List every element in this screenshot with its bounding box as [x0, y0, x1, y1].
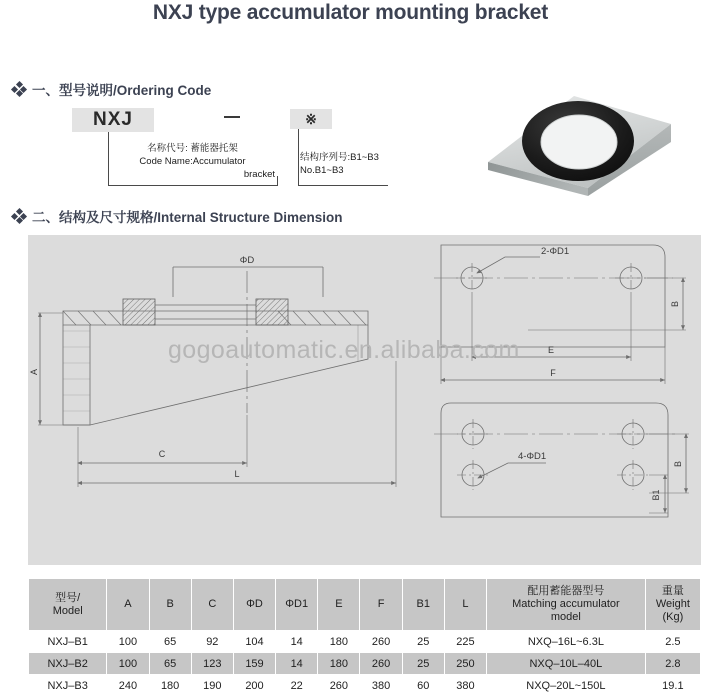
table-row	[29, 653, 701, 675]
cell-phi-d1: 14	[276, 653, 318, 675]
cell-f: 380	[360, 675, 402, 697]
th-acc-en2: model	[550, 611, 581, 623]
technical-drawing-panel	[28, 235, 701, 565]
section-2-label: 二、结构及尺寸规格/Internal Structure Dimension	[32, 210, 343, 225]
th-c: C	[191, 579, 233, 631]
cell-accumulator: NXQ–20L~150L	[487, 675, 646, 697]
cell-phi-d: 200	[233, 675, 275, 697]
cell-c: 123	[191, 653, 233, 675]
diamond-cluster-icon	[12, 209, 26, 223]
th-wt-unit: (Kg)	[662, 611, 684, 623]
leader-line-right-vertical	[298, 129, 299, 186]
leader-line-left-vertical	[108, 132, 109, 186]
cell-accumulator: NXQ–16L~6.3L	[487, 631, 646, 653]
table-row	[29, 631, 701, 653]
ordering-suffix-box: ※	[290, 109, 332, 129]
ordering-note-left	[110, 142, 275, 181]
cell-b1: 25	[402, 653, 444, 675]
dim-label-b1: B1	[651, 489, 661, 501]
section-1-label: 一、型号说明/Ordering Code	[32, 83, 212, 98]
dim-label-a: A	[29, 368, 39, 376]
cell-weight: 2.5	[645, 631, 700, 653]
th-model-cn: 型号/	[55, 591, 81, 604]
cell-weight: 19.1	[645, 675, 700, 697]
cell-model: NXJ–B3	[29, 675, 107, 697]
cell-a: 100	[107, 653, 149, 675]
cell-b: 65	[149, 631, 191, 653]
th-wt-en: Weight	[655, 598, 690, 610]
ordering-note-right-line1: 结构序列号:B1~B3	[300, 152, 379, 163]
th-e: E	[318, 579, 360, 631]
ordering-note-left-line3: bracket	[243, 169, 275, 180]
product-photo	[466, 84, 696, 196]
dim-label-f: F	[550, 368, 556, 378]
th-b: B	[149, 579, 191, 631]
section-heading-structure-dimension	[12, 206, 343, 226]
cell-phi-d: 104	[233, 631, 275, 653]
th-accumulator	[487, 579, 646, 631]
cell-phi-d: 159	[233, 653, 275, 675]
cell-e: 180	[318, 653, 360, 675]
dim-label-e: E	[547, 345, 555, 355]
th-acc-cn: 配用蓄能器型号	[527, 585, 605, 597]
watermark: gogoautomatic.en.alibaba.com	[168, 336, 520, 364]
specification-table	[28, 578, 701, 697]
th-model	[29, 579, 107, 631]
page-title: NXJ type accumulator mounting bracket	[152, 1, 549, 24]
th-phi-d1: ΦD1	[276, 579, 318, 631]
ordering-code-box: NXJ	[72, 108, 154, 132]
leader-line-left-end	[277, 176, 278, 186]
cell-b: 65	[149, 653, 191, 675]
cell-a: 100	[107, 631, 149, 653]
dim-label-4-phi-d1: 4-ΦD1	[518, 451, 547, 462]
dim-label-2-phi-d1: 2-ΦD1	[541, 246, 570, 257]
cell-l: 250	[444, 653, 486, 675]
cell-b1: 60	[402, 675, 444, 697]
cell-l: 380	[444, 675, 486, 697]
th-weight	[645, 579, 700, 631]
ordering-note-right-line2: No.B1~B3	[300, 165, 344, 176]
ordering-code-diagram	[0, 104, 460, 204]
th-wt-cn: 重量	[661, 585, 684, 597]
th-a: A	[107, 579, 149, 631]
th-model-en: Model	[52, 604, 83, 617]
table-body	[29, 631, 701, 697]
cell-e: 260	[318, 675, 360, 697]
leader-line-left-horizontal	[108, 185, 278, 186]
table-header-row	[29, 579, 701, 631]
ordering-code-separator	[224, 116, 240, 118]
cell-c: 190	[191, 675, 233, 697]
th-acc-en1: Matching accumulator	[512, 598, 620, 610]
dim-label-phi-d: ΦD	[239, 255, 255, 266]
table-row	[29, 675, 701, 697]
th-b1: B1	[402, 579, 444, 631]
cell-b: 180	[149, 675, 191, 697]
dim-label-c: C	[158, 449, 166, 459]
cell-model: NXJ–B1	[29, 631, 107, 653]
th-l: L	[444, 579, 486, 631]
cell-weight: 2.8	[645, 653, 700, 675]
cell-f: 260	[360, 653, 402, 675]
th-f: F	[360, 579, 402, 631]
cell-a: 240	[107, 675, 149, 697]
cell-phi-d1: 22	[276, 675, 318, 697]
diamond-cluster-icon	[12, 82, 26, 96]
dim-label-l: L	[234, 469, 240, 479]
ordering-note-left-line1: 名称代号: 蓄能器托架	[147, 143, 238, 154]
cell-phi-d1: 14	[276, 631, 318, 653]
cell-f: 260	[360, 631, 402, 653]
cell-model: NXJ–B2	[29, 653, 107, 675]
cell-b1: 25	[402, 631, 444, 653]
leader-line-right-horizontal	[298, 185, 388, 186]
cell-e: 180	[318, 631, 360, 653]
ordering-note-right	[300, 151, 410, 177]
ordering-note-left-line2: Code Name:Accumulator	[139, 156, 246, 167]
cell-c: 92	[191, 631, 233, 653]
section-heading-ordering-code	[12, 79, 211, 99]
dim-label-b-bottom: B	[673, 460, 683, 468]
cell-l: 225	[444, 631, 486, 653]
th-phi-d: ΦD	[233, 579, 275, 631]
cell-accumulator: NXQ–10L–40L	[487, 653, 646, 675]
dim-label-b-top: B	[670, 300, 680, 308]
